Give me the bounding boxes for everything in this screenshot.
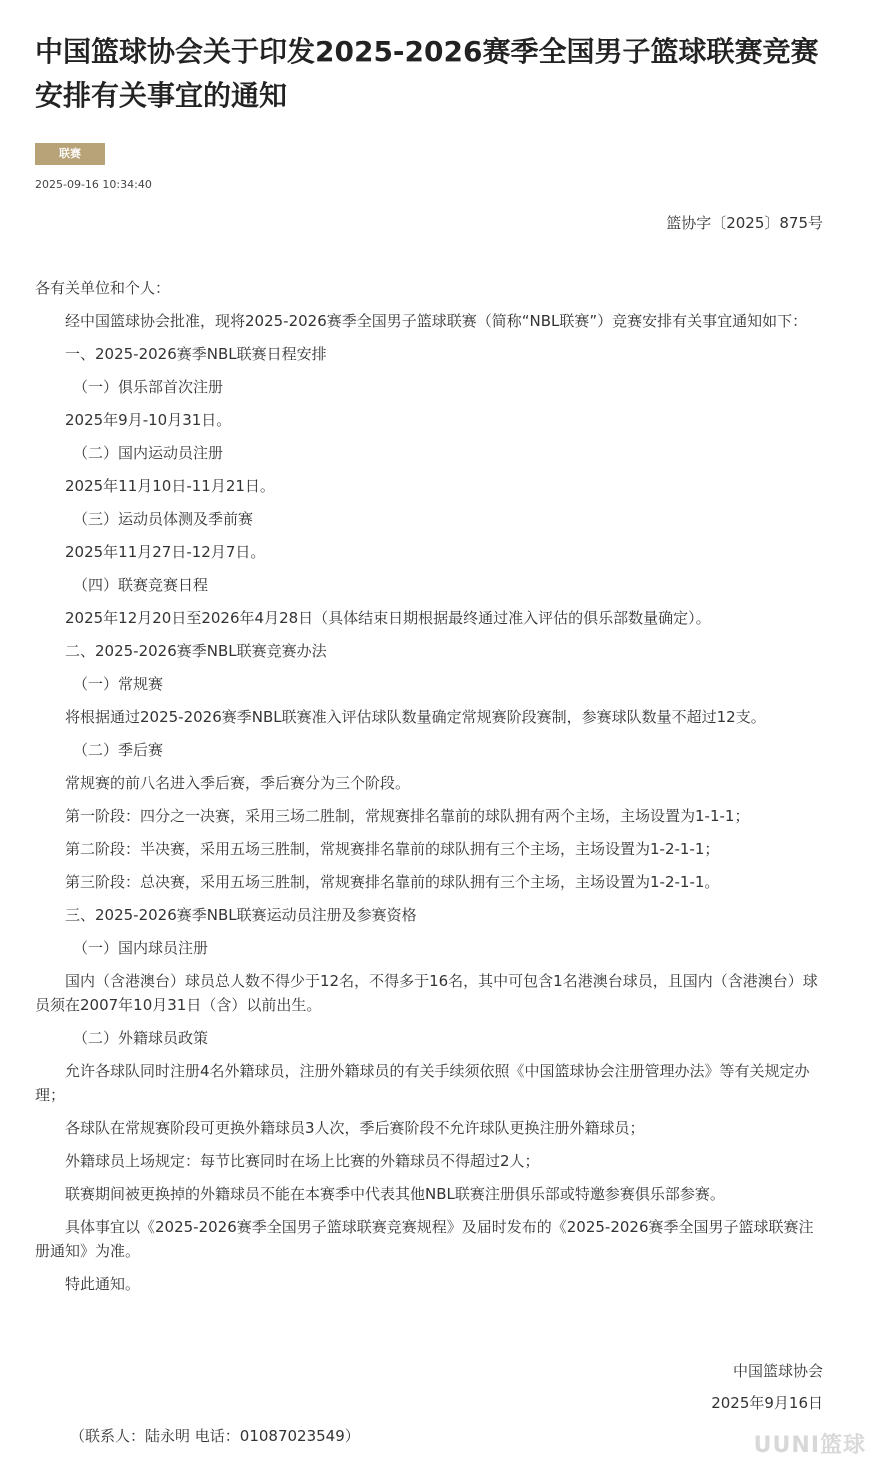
paragraph: 外籍球员上场规定：每节比赛同时在场上比赛的外籍球员不得超过2人； bbox=[65, 1152, 540, 1170]
paragraph: 第二阶段：半决赛，采用五场三胜制，常规赛排名靠前的球队拥有三个主场，主场设置为1-2-1-1； bbox=[65, 840, 720, 858]
paragraph-closing: 特此通知。 bbox=[65, 1275, 141, 1293]
paragraph: 常规赛的前八名进入季后赛，季后赛分为三个阶段。 bbox=[65, 774, 411, 792]
publish-datetime: 2025-09-16 10:34:40 bbox=[35, 178, 152, 191]
paragraph: 联赛期间被更换掉的外籍球员不能在本赛季中代表其他NBL联赛注册俱乐部或特邀参赛俱乐部参赛。 bbox=[65, 1185, 725, 1203]
paragraph: 允许各球队同时注册4名外籍球员，注册外籍球员的有关手续须依照《中国篮球协会注册管理办法》等有关规定办理； bbox=[35, 1062, 810, 1104]
category-tag[interactable]: 联赛 bbox=[35, 143, 105, 165]
subheading-2-2: （二）季后赛 bbox=[73, 741, 164, 759]
watermark: UUNI篮球 bbox=[753, 1433, 866, 1458]
subheading-1-1: （一）俱乐部首次注册 bbox=[73, 378, 224, 396]
paragraph-intro: 经中国篮球协会批准，现将2025-2026赛季全国男子篮球联赛（简称“NBL联赛”）竞赛安排有关事宜通知如下： bbox=[65, 312, 808, 330]
contact-info: （联系人：陆永明 电话：01087023549） bbox=[70, 1427, 360, 1445]
article-body bbox=[35, 276, 823, 1305]
page-title: 中国篮球协会关于印发2025-2026赛季全国男子篮球联赛竞赛安排有关事宜的通知 bbox=[35, 35, 819, 112]
paragraph: 2025年11月10日-11月21日。 bbox=[65, 477, 275, 495]
document-number: 篮协字〔2025〕875号 bbox=[666, 214, 823, 232]
section-heading-1: 一、2025-2026赛季NBL联赛日程安排 bbox=[65, 345, 327, 363]
paragraph: 2025年12月20日至2026年4月28日（具体结束日期根据最终通过准入评估的俱乐部数量确定）。 bbox=[65, 609, 711, 627]
issue-date: 2025年9月16日 bbox=[711, 1394, 823, 1412]
salutation: 各有关单位和个人： bbox=[35, 279, 171, 297]
paragraph: 具体事宜以《2025-2026赛季全国男子篮球联赛竞赛规程》及届时发布的《2025-2026赛季全国男子篮球联赛注册通知》为准。 bbox=[35, 1218, 814, 1260]
paragraph: 将根据通过2025-2026赛季NBL联赛准入评估球队数量确定常规赛阶段赛制，参赛球队数量不超过12支。 bbox=[65, 708, 766, 726]
subheading-2-1: （一）常规赛 bbox=[73, 675, 164, 693]
section-heading-2: 二、2025-2026赛季NBL联赛竞赛办法 bbox=[65, 642, 327, 660]
subheading-1-2: （二）国内运动员注册 bbox=[73, 444, 224, 462]
subheading-1-4: （四）联赛竞赛日程 bbox=[73, 576, 209, 594]
paragraph: 2025年9月-10月31日。 bbox=[65, 411, 232, 429]
paragraph: 2025年11月27日-12月7日。 bbox=[65, 543, 266, 561]
subheading-3-2: （二）外籍球员政策 bbox=[73, 1029, 209, 1047]
subheading-3-1: （一）国内球员注册 bbox=[73, 939, 209, 957]
issuing-organization: 中国篮球协会 bbox=[732, 1362, 823, 1380]
subheading-1-3: （三）运动员体测及季前赛 bbox=[73, 510, 254, 528]
section-heading-3: 三、2025-2026赛季NBL联赛运动员注册及参赛资格 bbox=[65, 906, 417, 924]
paragraph: 各球队在常规赛阶段可更换外籍球员3人次，季后赛阶段不允许球队更换注册外籍球员； bbox=[65, 1119, 645, 1137]
paragraph: 第一阶段：四分之一决赛，采用三场二胜制，常规赛排名靠前的球队拥有两个主场，主场设置为1-1-1； bbox=[65, 807, 750, 825]
paragraph: 第三阶段：总决赛，采用五场三胜制，常规赛排名靠前的球队拥有三个主场，主场设置为1-2-1-1。 bbox=[65, 873, 720, 891]
paragraph: 国内（含港澳台）球员总人数不得少于12名，不得多于16名，其中可包含1名港澳台球员，且国内（含港澳台）球员须在2007年10月31日（含）以前出生。 bbox=[35, 972, 818, 1014]
